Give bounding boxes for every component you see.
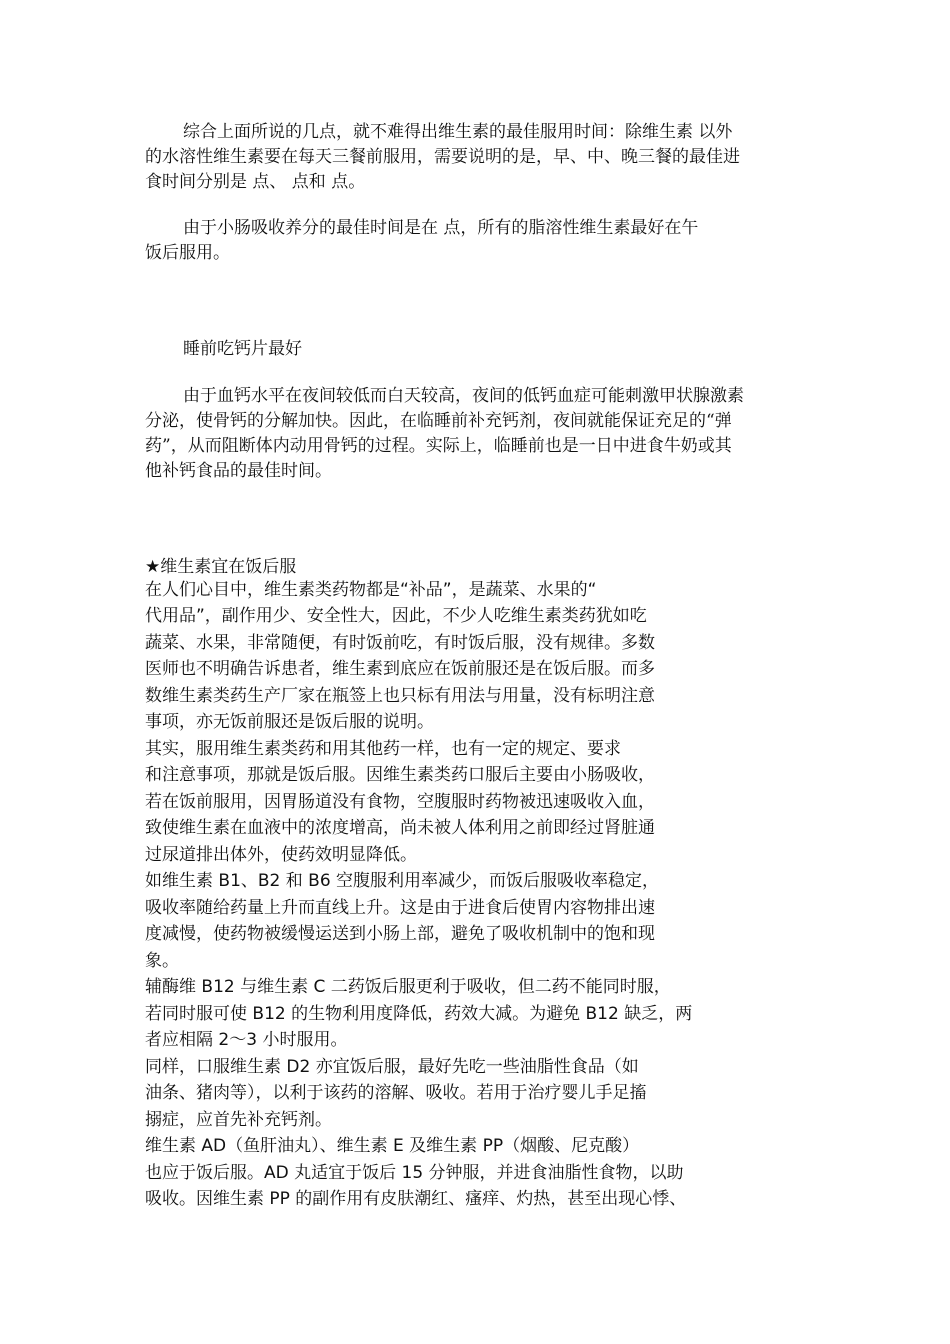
text-line: 辅酶维 B12 与维生素 C 二药饭后服更利于吸收，但二药不能同时服，	[145, 977, 671, 997]
text-line: 综合上面所说的几点，就不难得出维生素的最佳服用时间：除维生素 以外	[183, 122, 733, 142]
text-line: 的水溶性维生素要在每天三餐前服用，需要说明的是，早、中、晚三餐的最佳进	[145, 147, 740, 167]
text-line: 过尿道排出体外，使药效明显降低。	[145, 845, 417, 865]
text-line: 吸收率随给药量上升而直线上升。这是由于进食后使胃内容物排出速	[145, 898, 655, 918]
section-heading: ★维生素宜在饭后服	[145, 557, 297, 577]
text-line: 维生素 AD（鱼肝油丸）、维生素 E 及维生素 PP（烟酸、尼克酸）	[145, 1136, 640, 1156]
text-line: 度减慢，使药物被缓慢运送到小肠上部，避免了吸收机制中的饱和现	[145, 924, 655, 944]
text-line: 代用品”，副作用少、安全性大，因此，不少人吃维生素类药犹如吃	[145, 606, 647, 626]
text-line: 分泌，使骨钙的分解加快。因此，在临睡前补充钙剂，夜间就能保证充足的“弹	[145, 411, 732, 431]
text-line: 搦症，应首先补充钙剂。	[145, 1110, 332, 1130]
text-line: 医师也不明确告诉患者，维生素到底应在饭前服还是在饭后服。而多	[145, 659, 655, 679]
text-line: 由于血钙水平在夜间较低而白天较高，夜间的低钙血症可能刺激甲状腺激素	[183, 386, 744, 406]
text-line: 吸收。因维生素 PP 的副作用有皮肤潮红、瘙痒、灼热，甚至出现心悸、	[145, 1189, 687, 1209]
text-line: 在人们心目中，维生素类药物都是“补品”，是蔬菜、水果的“	[145, 580, 597, 600]
text-line: 由于小肠吸收养分的最佳时间是在 点，所有的脂溶性维生素最好在午	[183, 218, 699, 238]
text-line: 若在饭前服用，因胃肠道没有食物，空腹服时药物被迅速吸收入血，	[145, 792, 655, 812]
text-line: 数维生素类药生产厂家在瓶签上也只标有用法与用量，没有标明注意	[145, 686, 655, 706]
text-line: 也应于饭后服。AD 丸适宜于饭后 15 分钟服，并进食油脂性食物，以助	[145, 1163, 684, 1183]
text-line: 药”，从而阻断体内动用骨钙的过程。实际上，临睡前也是一日中进食牛奶或其	[145, 436, 732, 456]
text-line: 其实，服用维生素类药和用其他药一样，也有一定的规定、要求	[145, 739, 621, 759]
text-line: 若同时服可使 B12 的生物利用度降低，药效大减。为避免 B12 缺乏，两	[145, 1004, 693, 1024]
text-line: 蔬菜、水果，非常随便，有时饭前吃，有时饭后服，没有规律。多数	[145, 633, 655, 653]
text-line: 饭后服用。	[145, 243, 230, 263]
text-line: 象。	[145, 951, 179, 971]
text-line: 如维生素 B1、B2 和 B6 空腹服利用率减少，而饭后服吸收率稳定，	[145, 871, 660, 891]
text-line: 致使维生素在血液中的浓度增高，尚未被人体利用之前即经过肾脏通	[145, 818, 655, 838]
text-line: 事项，亦无饭前服还是饭后服的说明。	[145, 712, 434, 732]
text-line: 油条、猪肉等），以利于该药的溶解、吸收。若用于治疗婴儿手足搐	[145, 1083, 647, 1103]
text-line: 和注意事项，那就是饭后服。因维生素类药口服后主要由小肠吸收，	[145, 765, 655, 785]
text-line: 者应相隔 2～3 小时服用。	[145, 1030, 348, 1050]
text-line: 同样，口服维生素 D2 亦宜饭后服，最好先吃一些油脂性食品（如	[145, 1057, 639, 1077]
text-line: 食时间分别是 点、 点和 点。	[145, 172, 366, 192]
section-heading: 睡前吃钙片最好	[183, 339, 302, 359]
text-line: 他补钙食品的最佳时间。	[145, 461, 332, 481]
